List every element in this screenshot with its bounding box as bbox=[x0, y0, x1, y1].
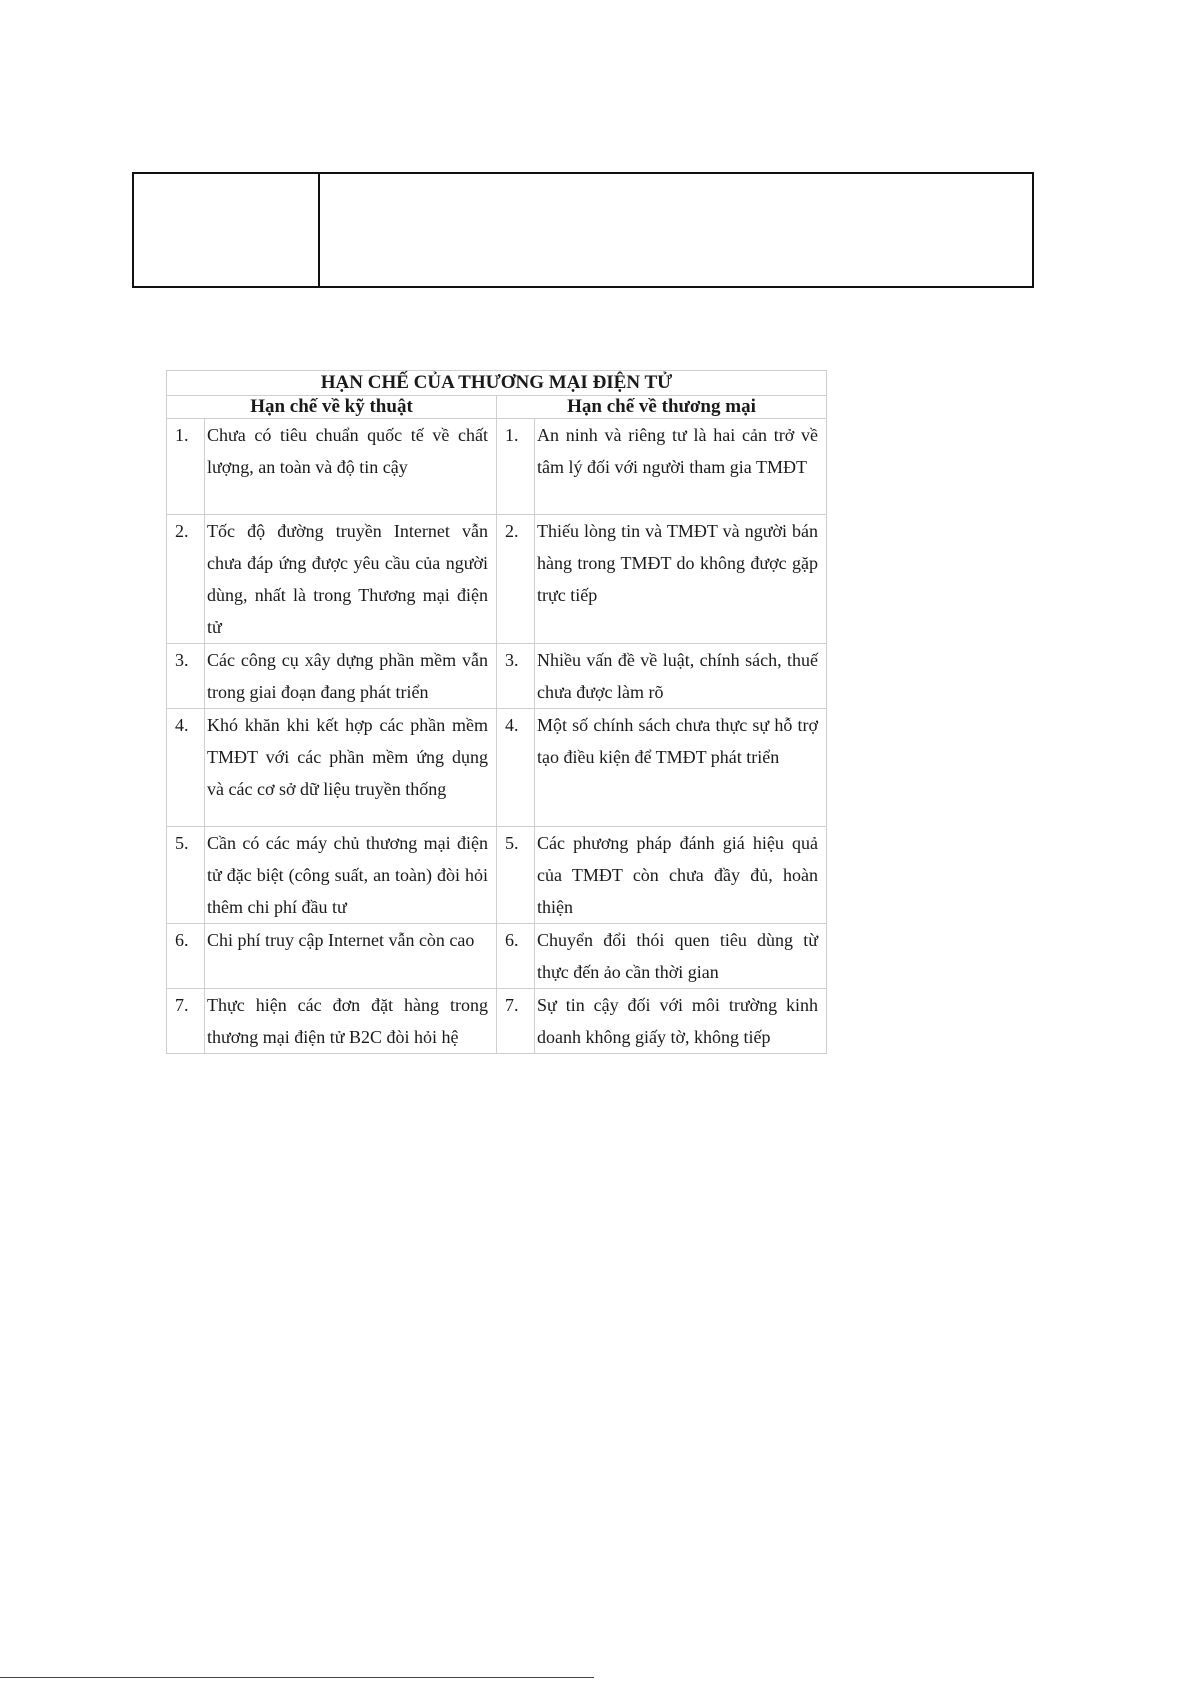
left-item-number: 4. bbox=[167, 709, 205, 827]
right-item-number: 3. bbox=[497, 644, 535, 709]
table-row bbox=[167, 989, 827, 1054]
empty-box-right-cell bbox=[320, 174, 1032, 286]
left-item-number: 3. bbox=[167, 644, 205, 709]
right-item-text: Các phương pháp đánh giá hiệu quả của TMĐT còn chưa đầy đủ, hoàn thiện bbox=[535, 827, 827, 924]
left-item-number: 7. bbox=[167, 989, 205, 1054]
left-item-number: 5. bbox=[167, 827, 205, 924]
table-row bbox=[167, 419, 827, 515]
limitations-table bbox=[166, 370, 827, 1054]
right-item-text: An ninh và riêng tư là hai cản trở về tâm lý đối với người tham gia TMĐT bbox=[535, 419, 827, 515]
right-item-number: 7. bbox=[497, 989, 535, 1054]
table-row bbox=[167, 709, 827, 827]
table-row bbox=[167, 924, 827, 989]
right-item-text: Một số chính sách chưa thực sự hỗ trợ tạo điều kiện để TMĐT phát triển bbox=[535, 709, 827, 827]
empty-bordered-box bbox=[132, 172, 1034, 288]
table-header-row bbox=[167, 396, 827, 419]
right-item-number: 2. bbox=[497, 515, 535, 644]
header-commercial: Hạn chế về thương mại bbox=[497, 396, 827, 419]
left-item-text: Chưa có tiêu chuẩn quốc tế về chất lượng, an toàn và độ tin cậy bbox=[205, 419, 497, 515]
right-item-text: Nhiều vấn đề về luật, chính sách, thuế chưa được làm rõ bbox=[535, 644, 827, 709]
table-title-row bbox=[167, 371, 827, 396]
footnote-rule bbox=[0, 1677, 594, 1678]
right-item-text: Thiếu lòng tin và TMĐT và người bán hàng trong TMĐT do không được gặp trực tiếp bbox=[535, 515, 827, 644]
left-item-number: 2. bbox=[167, 515, 205, 644]
table-title: HẠN CHẾ CỦA THƯƠNG MẠI ĐIỆN TỬ bbox=[167, 371, 827, 396]
left-item-text: Khó khăn khi kết hợp các phần mềm TMĐT với các phần mềm ứng dụng và các cơ sở dữ liệu truyền thống bbox=[205, 709, 497, 827]
table-row bbox=[167, 515, 827, 644]
left-item-number: 1. bbox=[167, 419, 205, 515]
right-item-text: Sự tin cậy đối với môi trường kinh doanh không giấy tờ, không tiếp bbox=[535, 989, 827, 1054]
left-item-text: Cần có các máy chủ thương mại điện tử đặc biệt (công suất, an toàn) đòi hỏi thêm chi phí đầu tư bbox=[205, 827, 497, 924]
right-item-number: 5. bbox=[497, 827, 535, 924]
left-item-text: Chi phí truy cập Internet vẫn còn cao bbox=[205, 924, 497, 989]
left-item-text: Thực hiện các đơn đặt hàng trong thương mại điện tử B2C đòi hỏi hệ bbox=[205, 989, 497, 1054]
header-technical: Hạn chế về kỹ thuật bbox=[167, 396, 497, 419]
table-row bbox=[167, 827, 827, 924]
right-item-text: Chuyển đổi thói quen tiêu dùng từ thực đến ảo cần thời gian bbox=[535, 924, 827, 989]
left-item-number: 6. bbox=[167, 924, 205, 989]
table-row bbox=[167, 644, 827, 709]
left-item-text: Tốc độ đường truyền Internet vẫn chưa đáp ứng được yêu cầu của người dùng, nhất là trong Thương mại điện tử bbox=[205, 515, 497, 644]
right-item-number: 4. bbox=[497, 709, 535, 827]
left-item-text: Các công cụ xây dựng phần mềm vẫn trong giai đoạn đang phát triển bbox=[205, 644, 497, 709]
right-item-number: 1. bbox=[497, 419, 535, 515]
right-item-number: 6. bbox=[497, 924, 535, 989]
empty-box-left-cell bbox=[134, 174, 320, 286]
